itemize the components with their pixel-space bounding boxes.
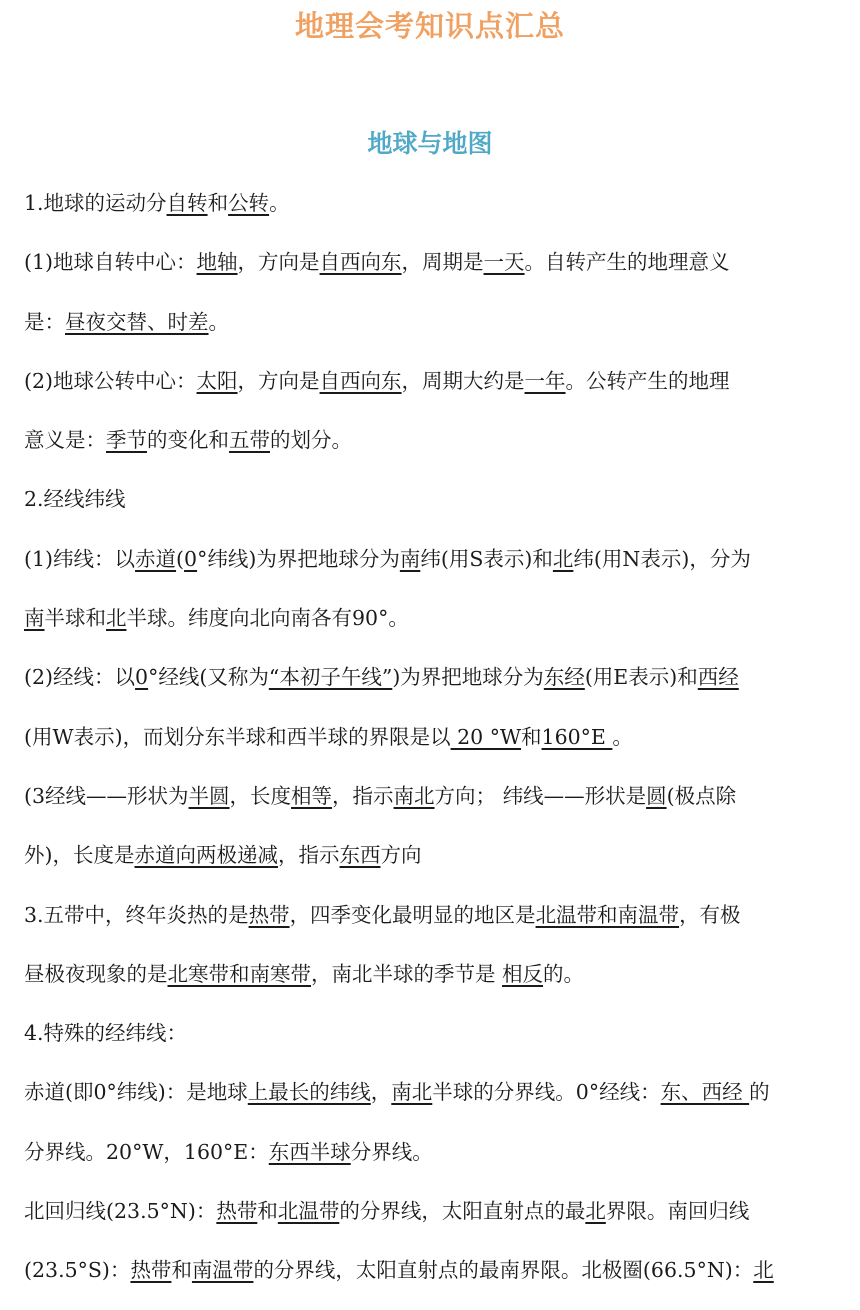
text-line <box>24 954 856 1013</box>
underlined-keyword: 北 <box>552 546 574 571</box>
text-segment: (1)纬线：以 <box>24 546 136 571</box>
text-line <box>24 1013 856 1072</box>
text-segment: 和 <box>207 191 229 215</box>
underlined-keyword: 北温带和南温带 <box>535 902 680 927</box>
text-segment: ，南北半球的季节是 <box>311 961 503 986</box>
underlined-keyword: 东西 <box>339 843 381 868</box>
underlined-keyword: 南温带 <box>191 1258 254 1283</box>
underlined-keyword: 五带 <box>229 428 270 453</box>
text-line <box>24 1132 856 1191</box>
underlined-keyword: 东、西经 <box>660 1080 750 1105</box>
text-segment: 方向； 纬线——形状是 <box>434 783 647 808</box>
text-segment: 昼极夜现象的是 <box>24 961 168 986</box>
text-segment: ，指示 <box>332 783 394 808</box>
text-segment: ，四季变化最明显的地区是 <box>289 902 536 927</box>
text-segment: 半球。纬度向北向南各有90°。 <box>126 606 409 631</box>
text-line <box>24 657 856 716</box>
underlined-keyword: 北 <box>106 606 127 631</box>
text-segment: ，周期是 <box>401 250 484 275</box>
underlined-keyword: 南 <box>399 546 421 571</box>
underlined-keyword: 南北 <box>391 1080 433 1105</box>
text-line <box>24 717 856 776</box>
text-line <box>24 183 856 242</box>
text-segment: 。 <box>208 309 229 334</box>
text-segment: (1)地球自转中心： <box>24 250 197 275</box>
text-line <box>24 539 856 598</box>
text-segment: (2)经线：以 <box>24 665 136 690</box>
text-segment: 半球和 <box>44 606 106 631</box>
text-segment: 的变化和 <box>147 428 229 453</box>
underlined-keyword: 地轴 <box>196 250 238 275</box>
text-segment: 纬(用S表示)和 <box>420 546 553 571</box>
text-segment: 。 <box>269 191 290 215</box>
underlined-keyword: 北温带 <box>277 1199 340 1224</box>
text-segment: 和 <box>521 724 542 749</box>
text-segment: 半球的分界线。0°经线： <box>432 1080 661 1105</box>
underlined-keyword: 自西向东 <box>319 250 402 275</box>
text-segment: 的分界线，太阳直射点的最南界限。北极圈(66.5°N)： <box>253 1258 754 1283</box>
text-line <box>24 1072 856 1131</box>
underlined-keyword: 0 <box>184 546 198 571</box>
underlined-keyword: 热带 <box>130 1258 172 1283</box>
text-segment: 。自转产生的地理意义 <box>524 250 730 275</box>
text-segment: 纬(用N表示)，分为 <box>573 546 751 571</box>
underlined-keyword: 相反 <box>502 961 544 986</box>
section-heading: 地球与地图 <box>367 129 493 158</box>
body-text <box>24 183 856 1310</box>
underlined-keyword: 赤道 <box>135 546 177 571</box>
text-segment: °纬线)为界把地球分为 <box>197 546 400 571</box>
text-segment: 分界线。 <box>350 1139 433 1164</box>
underlined-keyword: 一天 <box>483 250 525 275</box>
underlined-keyword: 20 °W <box>450 724 522 749</box>
text-segment: 的 <box>749 1080 770 1105</box>
text-segment: 的。 <box>543 961 585 986</box>
text-segment: 方向 <box>380 843 422 868</box>
text-segment: ，周期大约是 <box>401 368 525 393</box>
underlined-keyword: 北 <box>585 1199 606 1224</box>
text-segment: 和 <box>257 1199 278 1224</box>
underlined-keyword: 北 <box>753 1258 774 1283</box>
text-segment: ，方向是 <box>237 368 320 393</box>
underlined-keyword: 北寒带和南寒带 <box>167 961 311 986</box>
underlined-keyword: 南 <box>24 606 45 631</box>
text-segment: 是： <box>24 309 65 334</box>
underlined-keyword: 太阳 <box>196 368 238 393</box>
text-segment: 界限。南回归线 <box>605 1199 750 1224</box>
text-segment: (用E表示)和 <box>584 665 698 690</box>
underlined-keyword: 自西向东 <box>319 368 402 393</box>
text-segment: 的划分。 <box>270 428 352 453</box>
text-line <box>24 1191 856 1250</box>
text-segment: ，长度 <box>229 783 292 808</box>
underlined-keyword: 圆 <box>646 783 667 808</box>
underlined-keyword: 0 <box>135 665 149 690</box>
underlined-keyword: 公转 <box>228 191 270 215</box>
text-segment: 的分界线，太阳直射点的最 <box>339 1199 586 1224</box>
text-line <box>24 895 856 954</box>
text-segment: 。公转产生的地理 <box>565 368 730 393</box>
underlined-keyword: 热带 <box>248 902 290 927</box>
text-segment: 2.经线纬线 <box>24 487 126 512</box>
text-line <box>24 361 856 420</box>
text-segment: (极点除 <box>666 783 737 808</box>
text-segment: 分界线。20°W，160°E： <box>24 1139 269 1164</box>
underlined-keyword: 自转 <box>166 191 208 215</box>
underlined-keyword: 热带 <box>216 1199 258 1224</box>
text-segment: 北回归线(23.5°N)： <box>24 1199 217 1224</box>
text-line <box>24 420 856 479</box>
text-segment: 赤道(即0°纬线)：是地球 <box>24 1080 248 1105</box>
underlined-keyword: 半圆 <box>188 783 230 808</box>
text-segment: ， <box>370 1080 392 1105</box>
text-segment: 意义是： <box>24 428 106 453</box>
text-segment: °经线(又称为 <box>148 665 269 690</box>
underlined-keyword: 昼夜交替、时差 <box>65 309 209 334</box>
text-segment: )为界把地球分为 <box>392 665 544 690</box>
underlined-keyword: 上最长的纬线 <box>247 1080 371 1105</box>
text-segment: 和 <box>171 1258 192 1283</box>
text-segment: 3.五带中，终年炎热的是 <box>24 902 249 927</box>
text-segment: ( <box>176 546 185 571</box>
underlined-keyword: 160°E <box>541 724 613 749</box>
text-segment: ，有极 <box>679 902 741 927</box>
text-line <box>24 242 856 301</box>
underlined-keyword: 南北 <box>393 783 435 808</box>
text-line <box>24 479 856 538</box>
underlined-keyword: 季节 <box>106 428 147 453</box>
text-segment: ，指示 <box>278 843 340 868</box>
underlined-keyword: 东西半球 <box>268 1139 351 1164</box>
text-segment: 4.特殊的经纬线： <box>24 1021 188 1046</box>
underlined-keyword: 相等 <box>291 783 333 808</box>
text-line <box>24 776 856 835</box>
text-segment: (3经线——形状为 <box>24 783 189 808</box>
underlined-keyword: “本初子午线” <box>268 665 393 690</box>
text-line <box>24 835 856 894</box>
text-line <box>24 598 856 657</box>
underlined-keyword: 一年 <box>524 368 566 393</box>
text-line <box>24 302 856 361</box>
text-segment: (23.5°S)： <box>24 1258 131 1283</box>
underlined-keyword: 赤道向两极递减 <box>134 843 278 868</box>
text-segment: (用W表示)，而划分东半球和西半球的界限是以 <box>24 724 451 749</box>
text-segment: (2)地球公转中心： <box>24 368 197 393</box>
text-segment: 外)，长度是 <box>24 843 135 868</box>
text-segment: 1.地球的运动分 <box>24 191 167 215</box>
underlined-keyword: 西经 <box>697 665 739 690</box>
underlined-keyword: 东经 <box>543 665 585 690</box>
text-segment: ，方向是 <box>237 250 320 275</box>
text-segment: 。 <box>612 724 633 749</box>
document-title: 地理会考知识点汇总 <box>294 9 565 43</box>
